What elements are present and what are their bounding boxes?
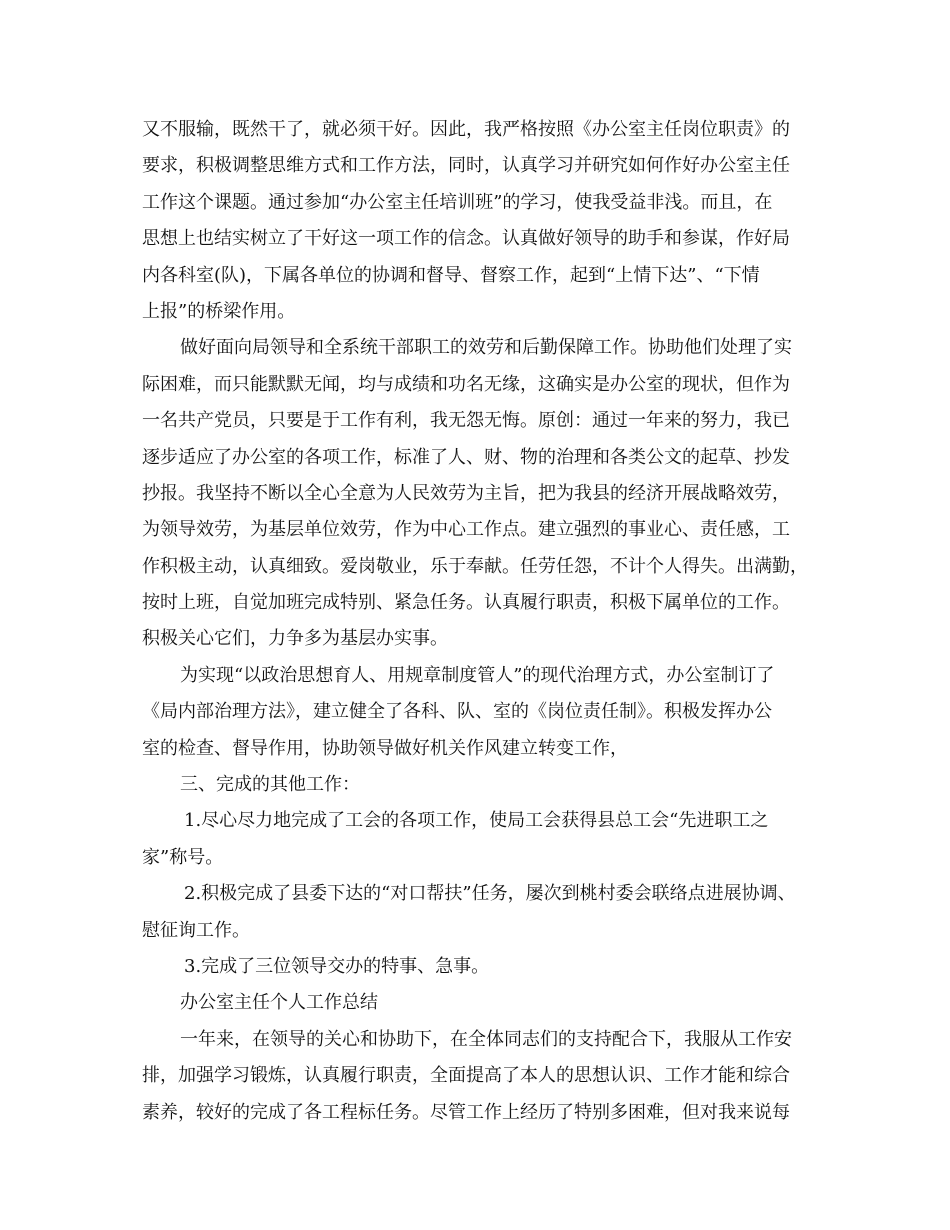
text-line: 内各科室(队)，下属各单位的协调和督导、督察工作，起到“上情下达”、“下情	[142, 264, 760, 286]
text-line: 为领导效劳，为基层单位效劳，作为中心工作点。建立强烈的事业心、责任感，工	[142, 519, 790, 541]
text-line: 积极关心它们，力争多为基层办实事。	[142, 628, 448, 650]
paragraph-start-line: 为实现“以政治思想育人、用规章制度管人”的现代治理方式，办公室制订了	[180, 664, 775, 686]
document-title-line: 办公室主任个人工作总结	[180, 992, 378, 1014]
document-body	[142, 112, 822, 1131]
text-line: 室的检查、督导作用，协助领导做好机关作风建立转变工作，	[142, 737, 628, 759]
section-heading: 三、完成的其他工作：	[180, 774, 360, 796]
text-line: 按时上班，自觉加班完成特别、紧急任务。认真履行职责，积极下属单位的工作。	[142, 592, 790, 614]
text-line: 家”称号。	[142, 846, 224, 868]
text-line: 工作这个课题。通过参加“办公室主任培训班”的学习，使我受益非浅。而且，在	[142, 191, 773, 213]
text-line: 上报”的桥梁作用。	[142, 300, 296, 322]
text-line: 《局内部治理方法》，建立健全了各科、队、室的《岗位责任制》。积极发挥办公	[142, 701, 772, 723]
text-line: 思想上也结实树立了干好这一项工作的信念。认真做好领导的助手和参谋，作好局	[142, 228, 790, 250]
text-line: 抄报。我坚持不断以全心全意为人民效劳为主旨，把为我县的经济开展战略效劳，	[142, 482, 790, 504]
text-line: 一名共产党员，只要是于工作有利，我无怨无悔。原创：通过一年来的努力，我已	[142, 410, 790, 432]
text-line: 要求，积极调整思维方式和工作方法，同时，认真学习并研究如何作好办公室主任	[142, 155, 790, 177]
paragraph-start-line: 做好面向局领导和全系统干部职工的效劳和后勤保障工作。协助他们处理了实	[180, 337, 792, 359]
text-line: 慰征询工作。	[142, 919, 250, 941]
numbered-item-line: 3.完成了三位领导交办的特事、急事。	[184, 955, 490, 977]
text-line: 际困难，而只能默默无闻，均与成绩和功名无缘，这确实是办公室的现状，但作为	[142, 373, 790, 395]
text-line: 又不服输，既然干了，就必须干好。因此，我严格按照《办公室主任岗位职责》的	[142, 119, 790, 140]
text-line: 逐步适应了办公室的各项工作，标准了人、财、物的治理和各类公文的起草、抄发	[142, 446, 790, 468]
text-line: 作积极主动，认真细致。爱岗敬业，乐于奉献。任劳任怨，不计个人得失。出满勤，	[142, 555, 808, 577]
text-line: 排，加强学习锻炼，认真履行职责，全面提高了本人的思想认识、工作才能和综合	[142, 1065, 790, 1087]
numbered-item-line: 2.积极完成了县委下达的“对口帮扶”任务，屡次到桃村委会联络点进展协调、	[184, 883, 796, 905]
numbered-item-line: 1.尽心尽力地完成了工会的各项工作，使局工会获得县总工会“先进职工之	[184, 810, 769, 832]
paragraph-start-line: 一年来，在领导的关心和协助下，在全体同志们的支持配合下，我服从工作安	[180, 1028, 792, 1050]
text-line: 素养，较好的完成了各工程标任务。尽管工作上经历了特别多困难，但对我来说每	[142, 1101, 790, 1123]
